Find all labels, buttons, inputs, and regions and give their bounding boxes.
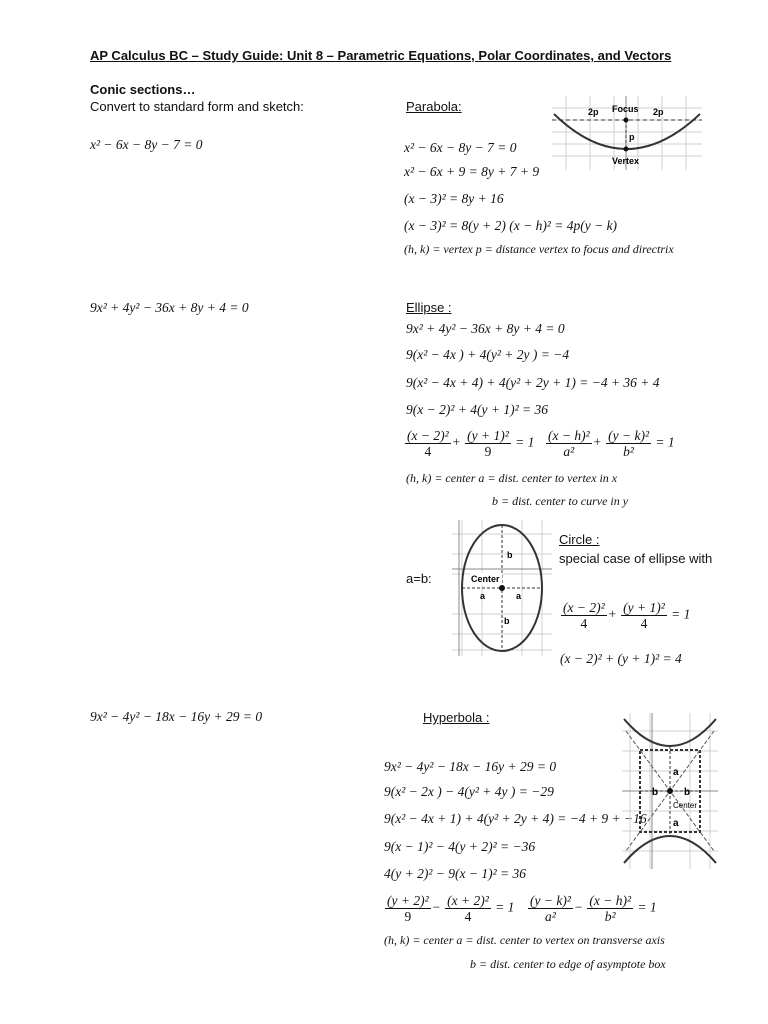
ellipse-step-1: 9x² + 4y² − 36x + 8y + 4 = 0 xyxy=(406,321,565,336)
hyperbola-step-4: 9(x − 1)² − 4(y + 2)² = −36 xyxy=(384,839,536,854)
hyperbola-definition-2: b = dist. center to edge of asymptote box xyxy=(470,957,666,971)
parabola-label: Parabola: xyxy=(406,99,462,114)
circle-equation: (x − 2)² + (y + 1)² = 4 xyxy=(560,651,682,666)
ellipse-problem: 9x² + 4y² − 36x + 8y + 4 = 0 xyxy=(90,300,249,315)
lower-branch xyxy=(624,836,716,863)
hyperbola-definition-1: (h, k) = center a = dist. center to vertex on transverse axis xyxy=(384,933,665,947)
center-point xyxy=(667,788,673,794)
page-title: AP Calculus BC – Study Guide: Unit 8 – Parametric Equations, Polar Coordinates, and Vectors xyxy=(90,48,672,63)
circle-description: special case of ellipse with xyxy=(559,551,713,566)
frac-denominator: 9 xyxy=(484,444,492,459)
label-p: p xyxy=(629,132,635,142)
frac-numerator: (x − 2)² xyxy=(407,428,449,443)
hyperbola-step-5: 4(y + 2)² − 9(x − 1)² = 36 xyxy=(384,866,527,881)
frac-denominator: 4 xyxy=(464,909,472,924)
circle-prefix: a=b: xyxy=(406,571,432,586)
parabola-figure xyxy=(552,96,702,170)
circle-label: Circle : xyxy=(559,532,600,547)
hyperbola-step-2: 9(x² − 2x ) − 4(y² + 4y ) = −29 xyxy=(384,784,554,799)
ellipse-definition-1: (h, k) = center a = dist. center to vertex in x xyxy=(406,471,618,485)
label-vertex: Vertex xyxy=(612,156,640,166)
ellipse-standard-form: $\frac{\text{(x − 2)²}}{4}$ + $\frac{\text{(y + 1)²}}{9}$ = 1 xyxy=(407,428,535,459)
instruction-text: Convert to standard form and sketch: xyxy=(90,99,304,114)
label-center: Center xyxy=(471,574,500,584)
vertex-point xyxy=(624,147,629,152)
rhs: = 1 xyxy=(671,606,691,622)
frac-numerator: (y + 1)² xyxy=(623,600,665,615)
rhs: = 1 xyxy=(495,899,515,915)
frac-numerator: (x − h)² xyxy=(589,893,632,908)
frac-numerator: (y − k)² xyxy=(530,893,571,908)
section-heading: Conic sections… xyxy=(90,82,196,97)
frac-denominator: a² xyxy=(563,444,575,459)
hyperbola-step-1: 9x² − 4y² − 18x − 16y + 29 = 0 xyxy=(384,759,557,774)
upper-branch xyxy=(624,719,716,746)
parabola-definitions: (h, k) = vertex p = distance vertex to focus and directrix xyxy=(404,242,674,256)
rhs: = 1 xyxy=(515,434,535,450)
label-a-left: a xyxy=(480,591,486,601)
hyperbola-label: Hyperbola : xyxy=(423,710,490,725)
circle-standard-form: $\frac{\text{(x − 2)²}}{4}$ + $\frac{\text{(y + 1)²}}{4}$ = 1 xyxy=(563,600,691,631)
center-point xyxy=(499,585,505,591)
label-a-right: a xyxy=(516,591,522,601)
frac-denominator: 4 xyxy=(424,444,432,459)
frac-numerator: (y − k)² xyxy=(608,428,650,443)
label-focus: Focus xyxy=(612,104,639,114)
frac-denominator: a² xyxy=(545,909,556,924)
ellipse-label: Ellipse : xyxy=(406,300,452,315)
frac-denominator: 4 xyxy=(580,616,588,631)
frac-denominator: b² xyxy=(623,444,634,459)
frac-numerator: (y + 2)² xyxy=(387,893,429,908)
label-b-bottom: b xyxy=(504,616,510,626)
label-2p-left: 2p xyxy=(588,107,599,117)
label-b-top: b xyxy=(507,550,513,560)
parabola-step-3: (x − 3)² = 8y + 16 xyxy=(404,191,504,206)
parabola-step-4: (x − 3)² = 8(y + 2) (x − h)² = 4p(y − k) xyxy=(404,218,618,233)
ellipse-figure xyxy=(452,520,552,656)
hyperbola-step-3: 9(x² − 4x + 1) + 4(y² + 2y + 4) = −4 + 9 + −16 xyxy=(384,811,647,826)
label-center: Center xyxy=(673,801,698,810)
frac-numerator: (x − 2)² xyxy=(563,600,605,615)
focus-point xyxy=(624,118,629,123)
hyperbola-general-form: $\frac{\text{(y − k)²}}{\text{a²}}$ − $\frac{\text{(x − h)²}}{\text{b²}}$ = 1 xyxy=(530,893,657,924)
parabola-problem: x² − 6x − 8y − 7 = 0 xyxy=(90,137,203,152)
label-a-top: a xyxy=(673,767,679,778)
rhs: = 1 xyxy=(655,434,675,450)
frac-numerator: (x − h)² xyxy=(548,428,590,443)
frac-denominator: 4 xyxy=(640,616,648,631)
frac-numerator: (x + 2)² xyxy=(447,893,489,908)
hyperbola-standard-form: $\frac{\text{(y + 2)²}}{9}$ − $\frac{\text{(x + 2)²}}{4}$ = 1 xyxy=(387,893,515,924)
frac-denominator: b² xyxy=(604,909,616,924)
rhs: = 1 xyxy=(637,899,657,915)
ellipse-step-2: 9(x² − 4x ) + 4(y² + 2y ) = −4 xyxy=(406,347,570,362)
ellipse-step-4: 9(x − 2)² + 4(y + 1)² = 36 xyxy=(406,402,549,417)
frac-numerator: (y + 1)² xyxy=(467,428,509,443)
hyperbola-figure xyxy=(622,713,718,869)
ellipse-general-form: $\frac{\text{(x − h)²}}{\text{a²}}$ + $\frac{\text{(y − k)²}}{\text{b²}}$ = 1 xyxy=(548,428,675,459)
ellipse-step-3: 9(x² − 4x + 4) + 4(y² + 2y + 1) = −4 + 36 + 4 xyxy=(406,375,660,390)
label-b-left: b xyxy=(652,787,659,798)
label-a-bottom: a xyxy=(673,818,679,829)
frac-denominator: 9 xyxy=(404,909,412,924)
parabola-step-1: x² − 6x − 8y − 7 = 0 xyxy=(404,140,517,155)
label-b-right: b xyxy=(684,787,691,798)
parabola-step-2: x² − 6x + 9 = 8y + 7 + 9 xyxy=(404,164,540,179)
hyperbola-problem: 9x² − 4y² − 18x − 16y + 29 = 0 xyxy=(90,709,263,724)
label-2p-right: 2p xyxy=(653,107,664,117)
ellipse-definition-2: b = dist. center to curve in y xyxy=(492,494,629,508)
